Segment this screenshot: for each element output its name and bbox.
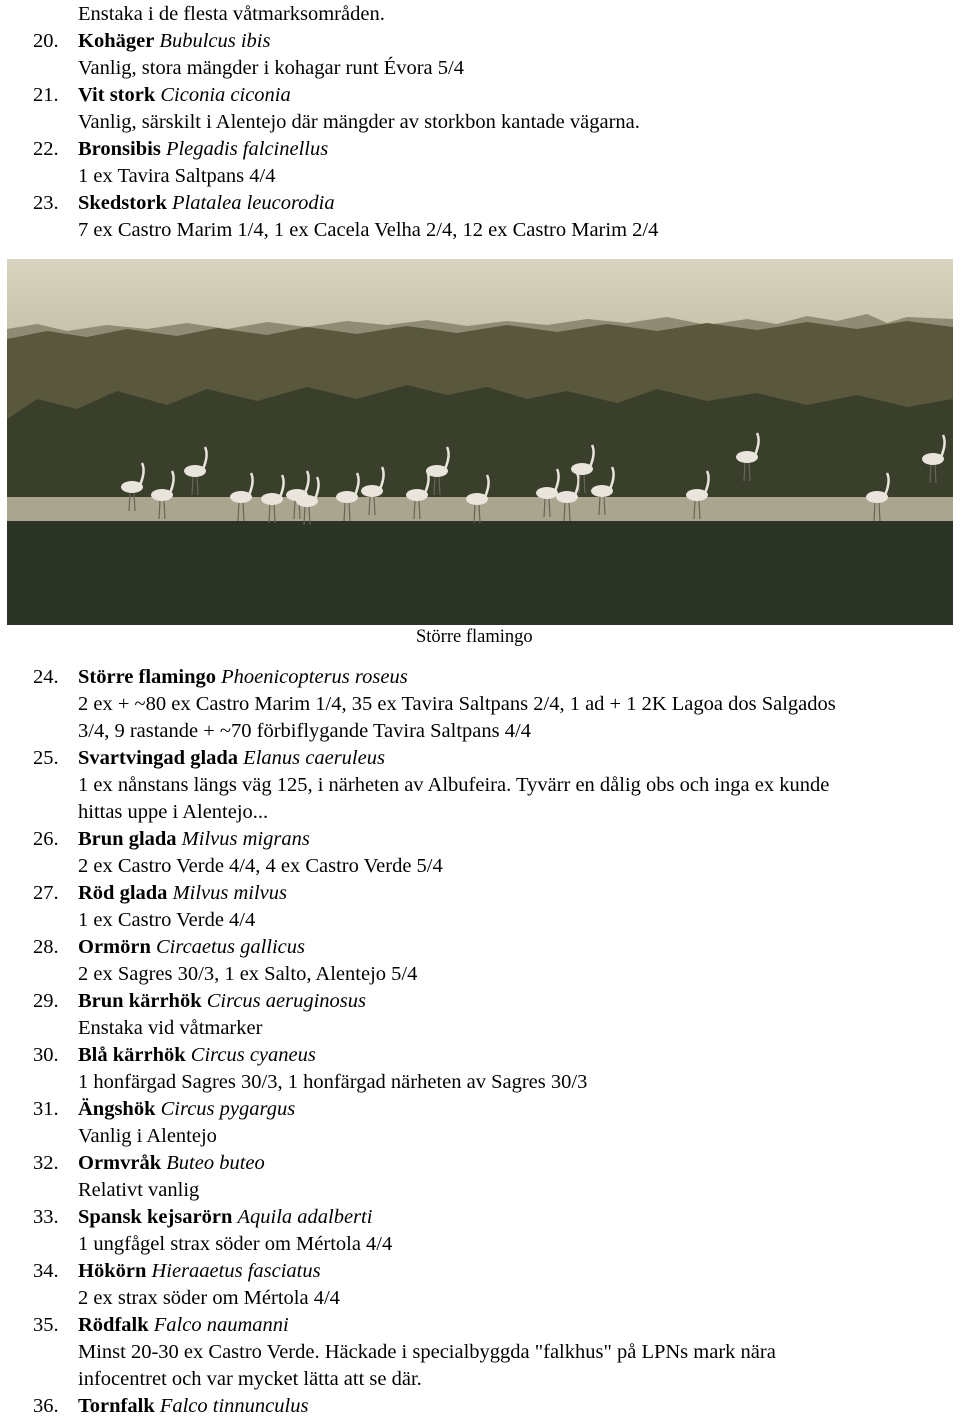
species-note: Vanlig, särskilt i Alentejo där mängder av storkbon kantade vägarna. xyxy=(78,111,640,133)
scientific-name: Buteo buteo xyxy=(166,1152,265,1174)
common-name: Vit stork xyxy=(78,84,156,106)
species-note: 1 ex Castro Verde 4/4 xyxy=(78,909,256,931)
species-note: 1 honfärgad Sagres 30/3, 1 honfärgad närheten av Sagres 30/3 xyxy=(78,1071,588,1093)
species-note: 1 ex Tavira Saltpans 4/4 xyxy=(78,165,276,187)
species-note: infocentret och var mycket lätta att se där. xyxy=(78,1368,422,1390)
entry-number: 24. xyxy=(33,666,59,688)
common-name: Brun kärrhök xyxy=(78,990,202,1012)
scientific-name: Falco naumanni xyxy=(153,1314,289,1336)
entry-number: 30. xyxy=(33,1044,59,1066)
common-name: Ängshök xyxy=(78,1098,156,1120)
species-note: Minst 20-30 ex Castro Verde. Häckade i specialbyggda "falkhus" på LPNs mark nära xyxy=(78,1341,776,1363)
entry-number: 28. xyxy=(33,936,59,958)
common-name: Tornfalk xyxy=(78,1395,155,1417)
scientific-name: Aquila adalberti xyxy=(237,1206,373,1228)
species-entry-heading xyxy=(33,1150,958,1177)
species-note: 2 ex + ~80 ex Castro Marim 1/4, 35 ex Tavira Saltpans 2/4, 1 ad + 1 2K Lagoa dos Salgados xyxy=(78,693,836,715)
species-note: hittas uppe i Alentejo... xyxy=(78,801,269,823)
entry-number: 23. xyxy=(33,192,59,214)
common-name: Ormörn xyxy=(78,936,151,958)
entry-number: 31. xyxy=(33,1098,59,1120)
species-entry-heading xyxy=(33,1312,958,1339)
common-name: Större flamingo xyxy=(78,666,216,688)
scientific-name: Platalea leucorodia xyxy=(171,192,335,214)
scientific-name: Hieraaetus fasciatus xyxy=(151,1260,321,1282)
species-note: 2 ex Sagres 30/3, 1 ex Salto, Alentejo 5/4 xyxy=(78,963,418,985)
common-name: Kohäger xyxy=(78,30,155,52)
flamingo-photo-image xyxy=(7,259,953,625)
species-entry-heading xyxy=(33,1393,958,1420)
flamingo-photo xyxy=(7,259,953,625)
species-entry-heading xyxy=(33,988,958,1015)
species-note: 2 ex Castro Verde 4/4, 4 ex Castro Verde 5/4 xyxy=(78,855,443,877)
species-entry-heading xyxy=(33,136,958,163)
common-name: Röd glada xyxy=(78,882,168,904)
species-entry-heading xyxy=(33,190,958,217)
species-note: Vanlig i Alentejo xyxy=(78,1125,217,1147)
entry-number: 27. xyxy=(33,882,59,904)
common-name: Skedstork xyxy=(78,192,167,214)
entry-number: 22. xyxy=(33,138,59,160)
species-note: 2 ex strax söder om Mértola 4/4 xyxy=(78,1287,340,1309)
species-note: Enstaka vid våtmarker xyxy=(78,1017,263,1039)
scientific-name: Bubulcus ibis xyxy=(159,30,271,52)
scientific-name: Plegadis falcinellus xyxy=(165,138,329,160)
entry-number: 34. xyxy=(33,1260,59,1282)
entry-number: 25. xyxy=(33,747,59,769)
common-name: Svartvingad glada xyxy=(78,747,239,769)
scientific-name: Circus pygargus xyxy=(160,1098,296,1120)
entry-number: 29. xyxy=(33,990,59,1012)
entry-number: 32. xyxy=(33,1152,59,1174)
scientific-name: Circaetus gallicus xyxy=(156,936,305,958)
species-note: 1 ungfågel strax söder om Mértola 4/4 xyxy=(78,1233,393,1255)
common-name: Spansk kejsarörn xyxy=(78,1206,233,1228)
scientific-name: Circus cyaneus xyxy=(190,1044,316,1066)
common-name: Blå kärrhök xyxy=(78,1044,186,1066)
species-entry-heading xyxy=(33,745,958,772)
species-entry-heading xyxy=(33,82,958,109)
species-list-top xyxy=(33,1,958,244)
species-entry-heading xyxy=(33,1042,958,1069)
scientific-name: Circus aeruginosus xyxy=(206,990,366,1012)
photo-caption: Större flamingo xyxy=(416,627,533,647)
scientific-name: Ciconia ciconia xyxy=(160,84,291,106)
photo-foreground xyxy=(7,521,953,625)
common-name: Rödfalk xyxy=(78,1314,149,1336)
entry-number: 33. xyxy=(33,1206,59,1228)
species-entry-heading xyxy=(33,880,958,907)
scientific-name: Falco tinnunculus xyxy=(159,1395,309,1417)
scientific-name: Milvus milvus xyxy=(172,882,288,904)
species-note: Vanlig, stora mängder i kohagar runt Évora 5/4 xyxy=(78,57,464,79)
species-entry-heading xyxy=(33,1258,958,1285)
entry-number: 21. xyxy=(33,84,59,106)
common-name: Hökörn xyxy=(78,1260,147,1282)
species-entry-heading xyxy=(33,1096,958,1123)
common-name: Ormvråk xyxy=(78,1152,162,1174)
species-note: 7 ex Castro Marim 1/4, 1 ex Cacela Velha 2/4, 12 ex Castro Marim 2/4 xyxy=(78,219,659,241)
entry-number: 20. xyxy=(33,30,59,52)
common-name: Bronsibis xyxy=(78,138,161,160)
species-entry-heading xyxy=(33,826,958,853)
common-name: Brun glada xyxy=(78,828,177,850)
species-note: 3/4, 9 rastande + ~70 förbiflygande Tavira Saltpans 4/4 xyxy=(78,720,531,742)
species-list-bottom xyxy=(33,664,958,1420)
species-note: Relativt vanlig xyxy=(78,1179,200,1201)
species-note: Enstaka i de flesta våtmarksområden. xyxy=(78,3,385,25)
scientific-name: Milvus migrans xyxy=(181,828,310,850)
species-entry-heading xyxy=(33,28,958,55)
species-entry-heading xyxy=(33,934,958,961)
species-entry-heading xyxy=(33,1204,958,1231)
species-note: 1 ex nånstans längs väg 125, i närheten av Albufeira. Tyvärr en dålig obs och inga ex kunde xyxy=(78,774,830,796)
species-entry-heading xyxy=(33,664,958,691)
entry-number: 35. xyxy=(33,1314,59,1336)
entry-number: 26. xyxy=(33,828,59,850)
entry-number: 36. xyxy=(33,1395,59,1417)
scientific-name: Phoenicopterus roseus xyxy=(221,666,408,688)
scientific-name: Elanus caeruleus xyxy=(243,747,385,769)
